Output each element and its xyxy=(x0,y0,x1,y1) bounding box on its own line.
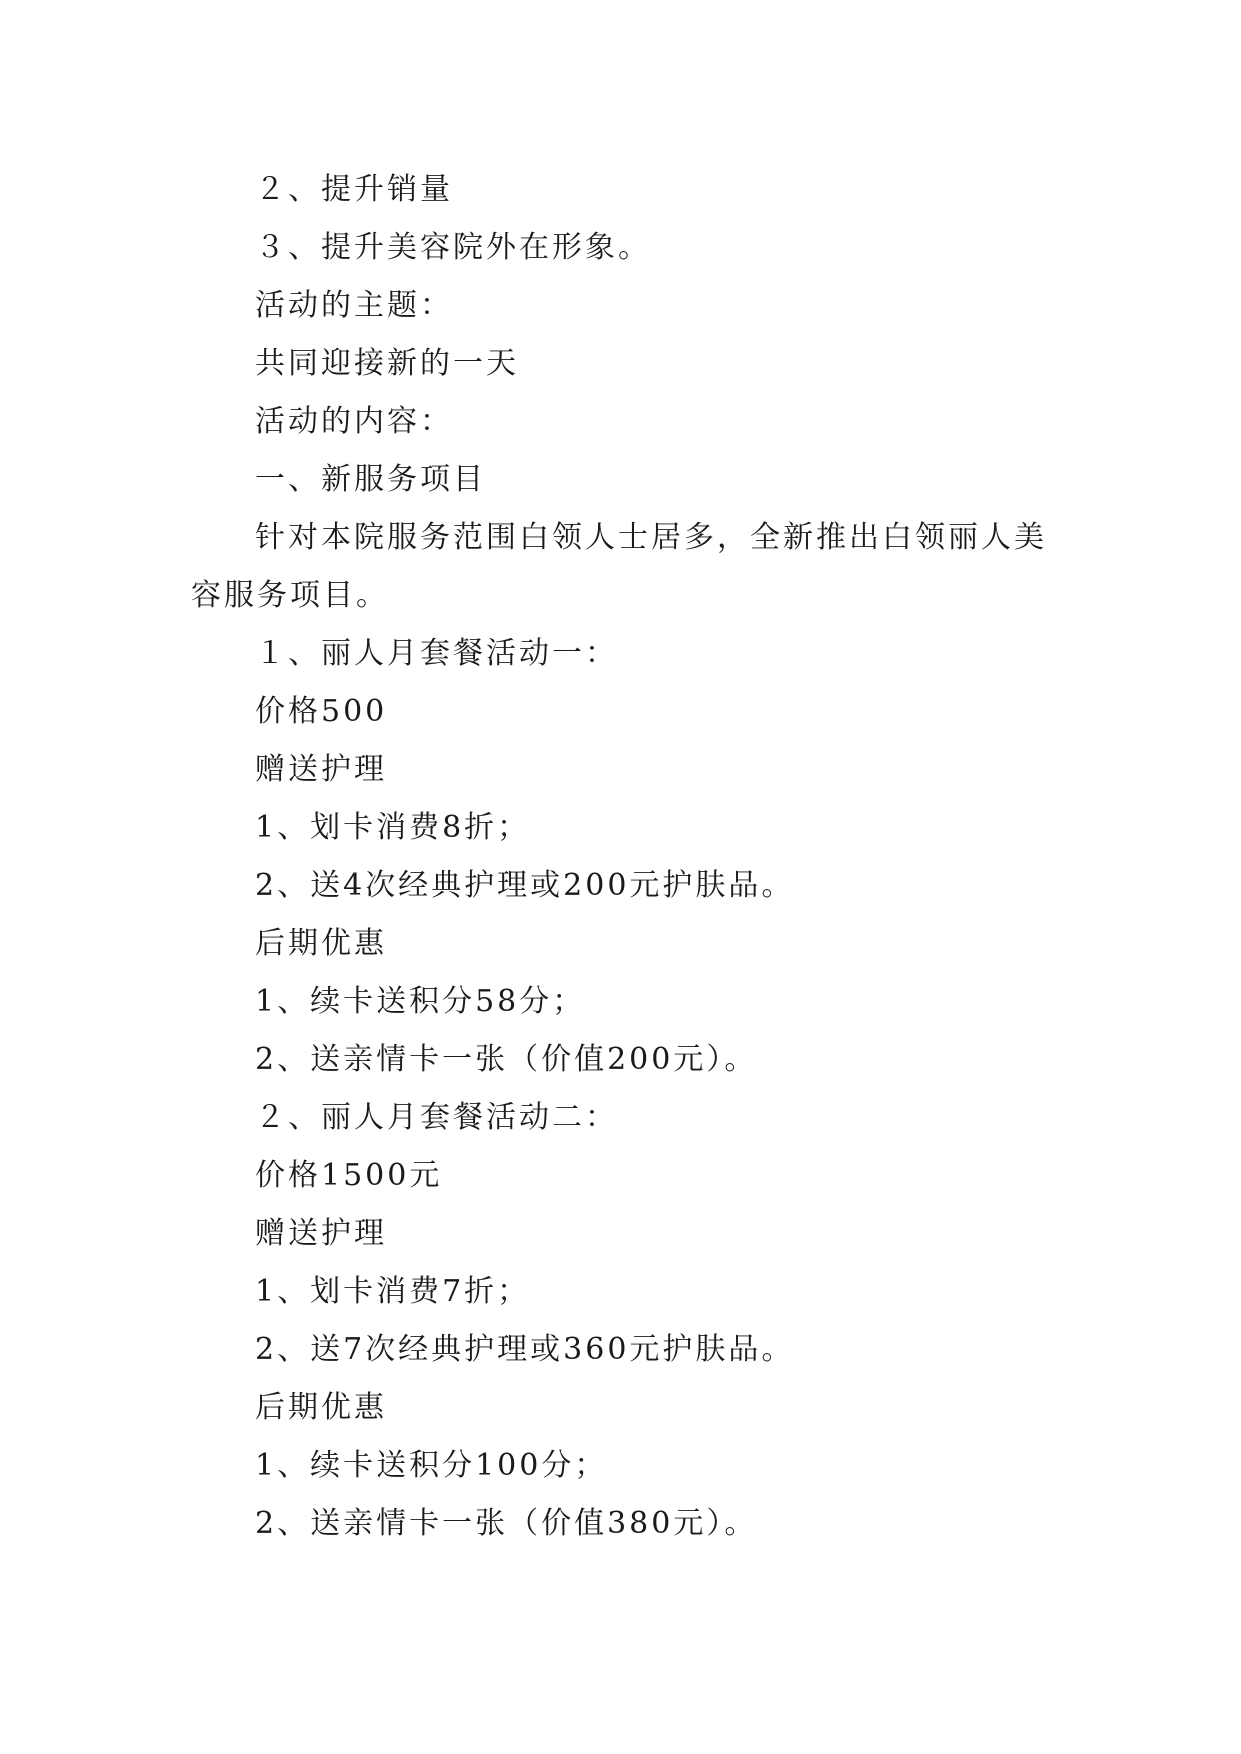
paragraph-package-2-later-1: 1、续卡送积分100分； xyxy=(255,1448,608,1483)
paragraph-package-1-gift-heading: 赠送护理 xyxy=(255,752,387,787)
paragraph-package-1-gift-2: 2、送4次经典护理或200元护肤品。 xyxy=(255,868,795,903)
paragraph-package-1-later-1: 1、续卡送积分58分； xyxy=(255,984,586,1019)
paragraph-package-1-later-heading: 后期优惠 xyxy=(255,926,387,961)
paragraph-package-1-later-2: 2、送亲情卡一张（价值200元）。 xyxy=(255,1042,758,1077)
paragraph-theme: 共同迎接新的一天 xyxy=(255,346,519,381)
paragraph-section-1-intro: 针对本院服务范围白领人士居多，全新推出白领丽人美容服务项目。 xyxy=(191,520,1047,613)
paragraph-goal-2: ２、提升销量 xyxy=(255,172,453,207)
document-body xyxy=(191,161,1061,1553)
paragraph-goal-3: ３、提升美容院外在形象。 xyxy=(255,230,651,265)
paragraph-theme-heading: 活动的主题： xyxy=(255,288,453,323)
paragraph-package-2-gift-heading: 赠送护理 xyxy=(255,1216,387,1251)
paragraph-package-1-gift-1: 1、划卡消费8折； xyxy=(255,810,531,845)
paragraph-package-2-heading: ２、丽人月套餐活动二： xyxy=(255,1100,618,1135)
paragraph-package-2-price: 价格1500元 xyxy=(255,1158,443,1193)
paragraph-package-1-heading: １、丽人月套餐活动一： xyxy=(255,636,618,671)
paragraph-package-1-price: 价格500 xyxy=(255,694,388,729)
paragraph-package-2-later-heading: 后期优惠 xyxy=(255,1390,387,1425)
paragraph-package-2-gift-1: 1、划卡消费7折； xyxy=(255,1274,531,1309)
paragraph-package-2-later-2: 2、送亲情卡一张（价值380元）。 xyxy=(255,1506,758,1541)
paragraph-package-2-gift-2: 2、送7次经典护理或360元护肤品。 xyxy=(255,1332,795,1367)
paragraph-section-1-heading: 一、新服务项目 xyxy=(255,462,486,497)
paragraph-content-heading: 活动的内容： xyxy=(255,404,453,439)
